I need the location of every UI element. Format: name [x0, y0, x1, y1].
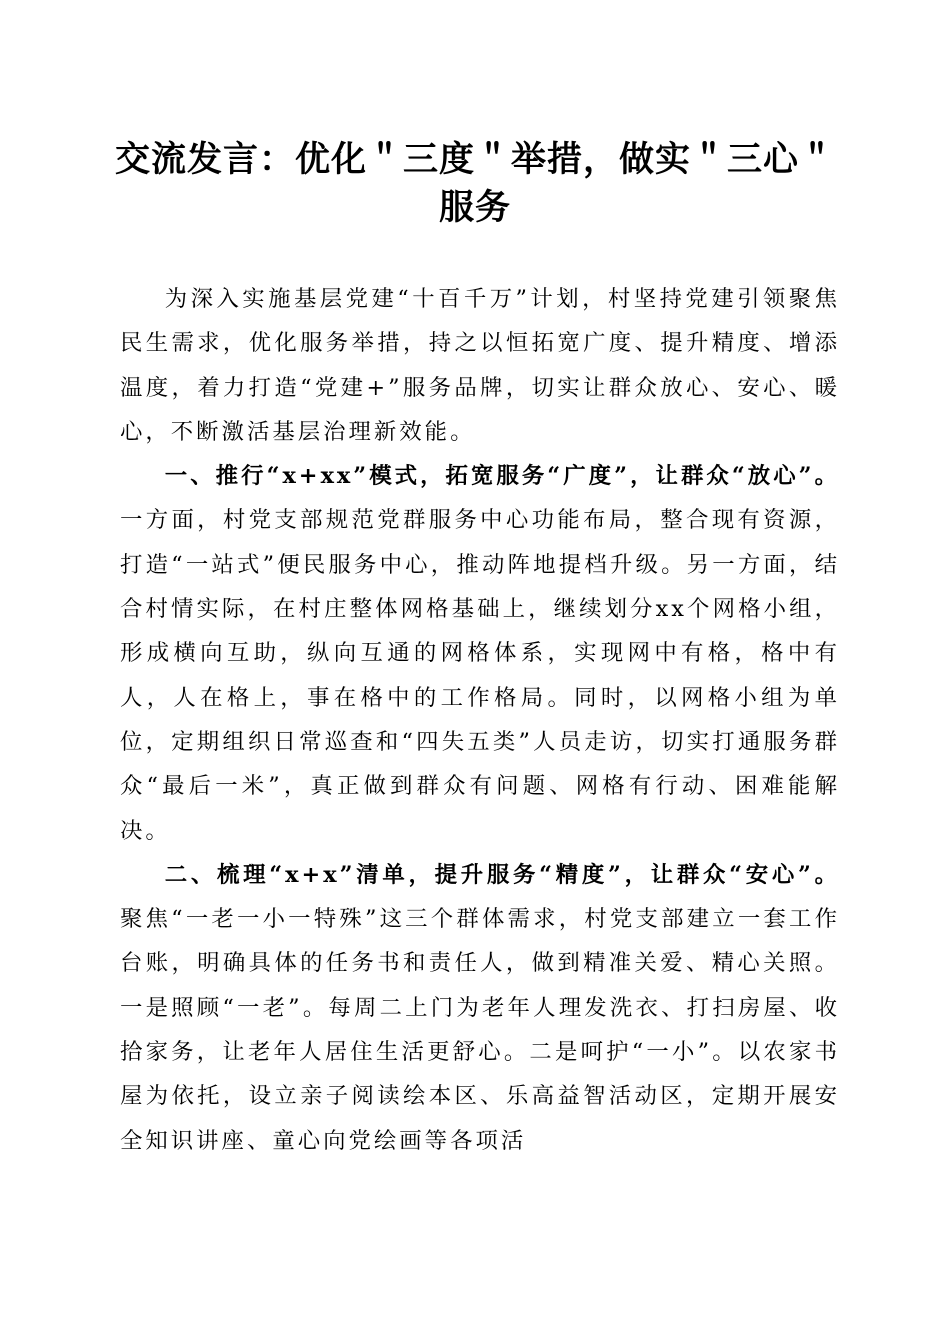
- section-body-1: 一方面，村党支部规范党群服务中心功能布局，整合现有资源，打造“一站式”便民服务中心，推动阵地提档升级。另一方面，结合村情实际，在村庄整体网格基础上，继续划分xx个网格小组，形成横向互助，纵向互通的网格体系，实现网中有格，格中有人，人在格上，事在格中的工作格局。同时，以网格小组为单位，定期组织日常巡查和“四失五类”人员走访，切实打通服务群众“最后一米”，真正做到群众有问题、网格有行动、困难能解决。: [120, 507, 840, 844]
- intro-paragraph: 为深入实施基层党建“十百千万”计划，村坚持党建引领聚焦民生需求，优化服务举措，持之以恒拓宽广度、提升精度、增添温度，着力打造“党建+”服务品牌，切实让群众放心、安心、暖心，不断激活基层治理新效能。: [120, 286, 840, 445]
- section-heading-2: 二、梳理“x+x”清单，提升服务“精度”，让群众“安心”。: [164, 861, 840, 888]
- section-paragraph-1: [120, 454, 840, 853]
- document-body: [120, 277, 840, 1163]
- section-paragraph-2: [120, 853, 840, 1163]
- section-body-2: 聚焦“一老一小一特殊”这三个群体需求，村党支部建立一套工作台账，明确具体的任务书和责任人，做到精准关爱、精心关照。一是照顾“一老”。每周二上门为老年人理发洗衣、打扫房屋、收拾家务，让老年人居住生活更舒心。二是呵护“一小”。以农家书屋为依托，设立亲子阅读绘本区、乐高益智活动区，定期开展安全知识讲座、童心向党绘画等各项活: [120, 906, 840, 1154]
- document-title: 交流发言：优化＂三度＂举措，做实＂三心＂服务: [114, 139, 835, 228]
- section-heading-1: 一、推行“x+xx”模式，拓宽服务“广度”，让群众“放心”。: [164, 463, 840, 490]
